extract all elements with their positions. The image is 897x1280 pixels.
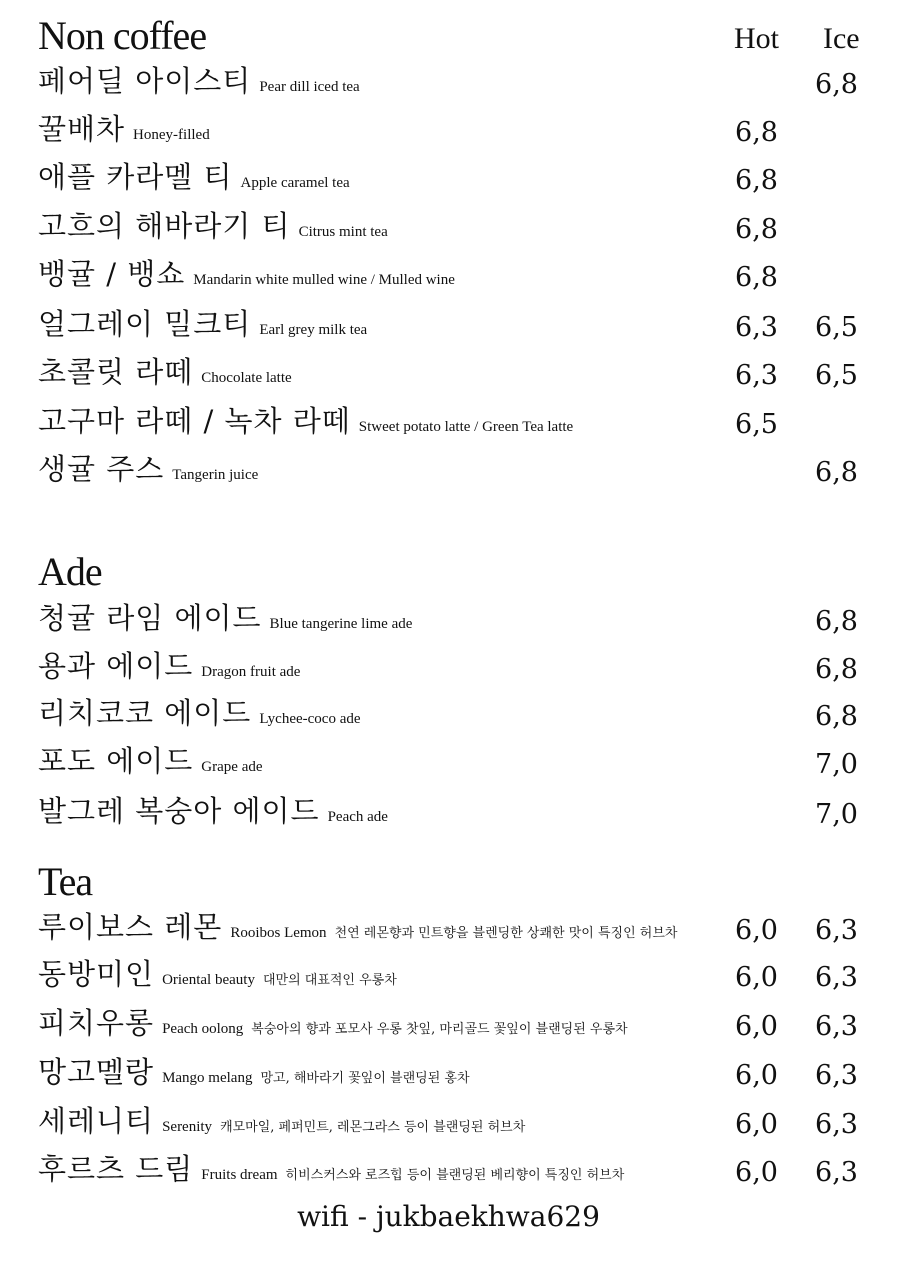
item-name-en: Apple caramel tea (240, 175, 350, 191)
item-name-kr: 꿀배차 (38, 112, 126, 146)
menu-item (38, 1154, 868, 1194)
price-ice: 6,5 (815, 360, 858, 391)
item-name-en: Blue tangerine lime ade (269, 616, 413, 632)
item-name-en: Lychee-coco ade (259, 711, 361, 727)
price-hot: 6,3 (735, 312, 778, 343)
item-name-kr: 고흐의 해바라기 티 (38, 209, 291, 243)
price-hot: 6,8 (735, 165, 778, 196)
item-name-en: Mandarin white mulled wine / Mulled wine (193, 272, 455, 288)
item-name-kr: 포도 에이드 (38, 744, 194, 778)
menu-item (38, 454, 868, 494)
price-hot: 6,0 (735, 1157, 778, 1188)
item-name-kr: 초콜릿 라떼 (38, 355, 194, 389)
item-name-kr: 세레니티 (38, 1104, 155, 1138)
menu-item (38, 259, 868, 299)
item-description: 천연 레몬향과 민트향을 블렌딩한 상쾌한 맛이 특징인 허브차 (334, 926, 678, 941)
menu-item (38, 406, 868, 446)
item-description: 히비스커스와 로즈힙 등이 블랜딩된 베리향이 특징인 허브차 (285, 1168, 625, 1183)
item-name-en: Honey-filled (133, 127, 210, 143)
menu-item (38, 796, 868, 836)
section-title-ade: Ade (38, 549, 102, 594)
price-ice: 6,3 (815, 1157, 858, 1188)
price-ice: 7,0 (815, 749, 858, 780)
price-hot: 6,0 (735, 1060, 778, 1091)
item-name-en: Peach ade (327, 809, 388, 825)
item-name-en: Tangerin juice (172, 467, 259, 483)
item-name-kr: 애플 카라멜 티 (38, 160, 233, 194)
item-name-en: Serenity (162, 1119, 213, 1135)
item-description: 캐모마일, 페퍼민트, 레몬그라스 등이 블랜딩된 허브차 (220, 1120, 526, 1135)
price-hot: 6,3 (735, 360, 778, 391)
item-name-kr: 페어딜 아이스티 (38, 64, 252, 98)
menu-item (38, 309, 868, 349)
price-ice: 6,8 (815, 457, 858, 488)
section-title-tea: Tea (38, 859, 93, 904)
price-hot: 6,0 (735, 1109, 778, 1140)
item-description: 망고, 해바라기 꽃잎이 블랜딩된 홍차 (260, 1071, 470, 1086)
price-ice: 6,3 (815, 1011, 858, 1042)
item-description: 복숭아의 향과 포모사 우롱 찻잎, 마리골드 꽃잎이 블랜딩된 우롱차 (251, 1022, 628, 1037)
menu-item (38, 746, 868, 786)
price-hot: 6,8 (735, 262, 778, 293)
section-title-non-coffee: Non coffee (38, 13, 207, 58)
item-name-en: Grape ade (201, 759, 263, 775)
item-name-kr: 망고멜랑 (38, 1055, 155, 1089)
menu-item (38, 114, 868, 154)
item-name-en: Chocolate latte (201, 370, 292, 386)
item-name-kr: 청귤 라임 에이드 (38, 601, 262, 635)
item-name-kr: 후르츠 드림 (38, 1152, 194, 1186)
item-name-kr: 리치코코 에이드 (38, 696, 252, 730)
price-ice: 6,8 (815, 654, 858, 685)
item-name-kr: 루이보스 레몬 (38, 910, 223, 944)
wifi-info: wifi - jukbaekhwa629 (297, 1200, 600, 1233)
price-ice: 6,5 (815, 312, 858, 343)
price-ice: 6,8 (815, 606, 858, 637)
menu-item (38, 162, 868, 202)
item-name-en: Oriental beauty (162, 972, 255, 988)
menu-item (38, 603, 868, 643)
item-name-en: Citrus mint tea (298, 224, 388, 240)
menu-item (38, 211, 868, 251)
menu-item (38, 651, 868, 691)
item-name-en: Stweet potato latte / Green Tea latte (358, 419, 574, 435)
menu-item (38, 1106, 868, 1146)
menu-item (38, 1057, 868, 1097)
price-ice: 6,3 (815, 915, 858, 946)
item-name-kr: 뱅귤 / 뱅쇼 (38, 257, 186, 291)
item-name-en: Pear dill iced tea (259, 79, 360, 95)
price-ice: 6,8 (815, 69, 858, 100)
price-hot: 6,8 (735, 117, 778, 148)
column-header-hot: Hot (734, 22, 779, 55)
item-name-kr: 발그레 복숭아 에이드 (38, 794, 320, 828)
item-name-en: Rooibos Lemon (230, 925, 327, 941)
item-name-kr: 동방미인 (38, 957, 155, 991)
item-name-en: Mango melang (162, 1070, 253, 1086)
item-name-kr: 고구마 라떼 / 녹차 라떼 (38, 404, 351, 438)
price-hot: 6,0 (735, 962, 778, 993)
menu-item (38, 1008, 868, 1048)
menu-item (38, 357, 868, 397)
price-ice: 7,0 (815, 799, 858, 830)
item-description: 대만의 대표적인 우롱차 (262, 973, 397, 988)
column-header-ice: Ice (823, 22, 860, 55)
price-hot: 6,0 (735, 1011, 778, 1042)
price-hot: 6,8 (735, 214, 778, 245)
price-ice: 6,8 (815, 701, 858, 732)
menu-item (38, 959, 868, 999)
menu-item (38, 698, 868, 738)
item-name-en: Dragon fruit ade (201, 664, 301, 680)
price-hot: 6,5 (735, 409, 778, 440)
item-name-kr: 얼그레이 밀크티 (38, 307, 252, 341)
menu-item (38, 66, 868, 106)
price-ice: 6,3 (815, 1060, 858, 1091)
item-name-kr: 용과 에이드 (38, 649, 194, 683)
item-name-kr: 생귤 주스 (38, 452, 165, 486)
item-name-en: Fruits dream (201, 1167, 278, 1183)
item-name-kr: 피치우롱 (38, 1006, 155, 1040)
price-ice: 6,3 (815, 1109, 858, 1140)
item-name-en: Earl grey milk tea (259, 322, 368, 338)
menu-item (38, 912, 868, 952)
price-hot: 6,0 (735, 915, 778, 946)
item-name-en: Peach oolong (162, 1021, 244, 1037)
price-ice: 6,3 (815, 962, 858, 993)
